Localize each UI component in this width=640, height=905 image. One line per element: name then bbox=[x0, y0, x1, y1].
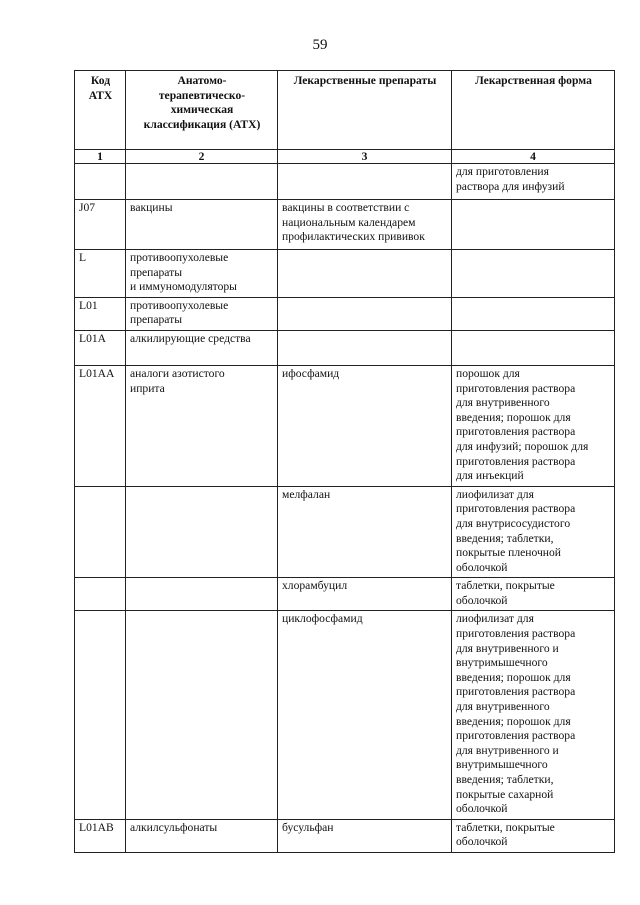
header-atc-code: Код АТХ bbox=[75, 71, 126, 150]
cell-medicine: хлорамбуцил bbox=[278, 578, 452, 611]
cell-medicine bbox=[278, 164, 452, 200]
cell-medicine: вакцины в соответствии с национальным календарем профилактических прививок bbox=[278, 200, 452, 250]
cell-atc-code bbox=[75, 611, 126, 819]
cell-dosage-form bbox=[452, 250, 615, 298]
cell-classification: алкилсульфонаты bbox=[126, 819, 278, 852]
cell-classification bbox=[126, 611, 278, 819]
cell-classification bbox=[126, 164, 278, 200]
cell-atc-code bbox=[75, 486, 126, 578]
cell-classification: вакцины bbox=[126, 200, 278, 250]
cell-dosage-form: таблетки, покрытые оболочкой bbox=[452, 578, 615, 611]
table-row bbox=[75, 611, 615, 819]
cell-dosage-form: порошок для приготовления раствора для внутривенного введения; порошок для приготовления раствора для инфузий; порошок для приготовления раствора для инъекций bbox=[452, 365, 615, 486]
cell-medicine: бусульфан bbox=[278, 819, 452, 852]
cell-atc-code: L01AB bbox=[75, 819, 126, 852]
header-medicines: Лекарственные препараты bbox=[278, 71, 452, 150]
column-number: 4 bbox=[452, 150, 615, 164]
column-number: 3 bbox=[278, 150, 452, 164]
cell-medicine: мелфалан bbox=[278, 486, 452, 578]
cell-atc-code: L bbox=[75, 250, 126, 298]
cell-atc-code bbox=[75, 578, 126, 611]
header-atc-classification: Анатомо- терапевтическо- химическая классификация (АТХ) bbox=[126, 71, 278, 150]
table-row bbox=[75, 297, 615, 330]
cell-medicine: ифосфамид bbox=[278, 365, 452, 486]
cell-classification bbox=[126, 486, 278, 578]
cell-dosage-form bbox=[452, 330, 615, 365]
cell-dosage-form bbox=[452, 297, 615, 330]
cell-medicine bbox=[278, 297, 452, 330]
atc-drug-table bbox=[74, 70, 615, 853]
table-row bbox=[75, 365, 615, 486]
cell-atc-code: L01 bbox=[75, 297, 126, 330]
cell-atc-code: L01AA bbox=[75, 365, 126, 486]
cell-classification: противоопухолевые препараты bbox=[126, 297, 278, 330]
table-row bbox=[75, 250, 615, 298]
cell-dosage-form: для приготовления раствора для инфузий bbox=[452, 164, 615, 200]
cell-dosage-form bbox=[452, 200, 615, 250]
cell-medicine bbox=[278, 330, 452, 365]
header-dosage-form: Лекарственная форма bbox=[452, 71, 615, 150]
cell-atc-code: J07 bbox=[75, 200, 126, 250]
table-row bbox=[75, 578, 615, 611]
page-number: 59 bbox=[312, 37, 328, 53]
cell-classification: алкилирующие средства bbox=[126, 330, 278, 365]
table-row bbox=[75, 164, 615, 200]
column-number: 2 bbox=[126, 150, 278, 164]
table-row bbox=[75, 486, 615, 578]
cell-medicine: циклофосфамид bbox=[278, 611, 452, 819]
cell-dosage-form: таблетки, покрытые оболочкой bbox=[452, 819, 615, 852]
cell-classification: аналоги азотистого иприта bbox=[126, 365, 278, 486]
column-number-row bbox=[75, 150, 615, 164]
table-header-row bbox=[75, 71, 615, 150]
cell-medicine bbox=[278, 250, 452, 298]
table-row bbox=[75, 330, 615, 365]
cell-atc-code bbox=[75, 164, 126, 200]
cell-atc-code: L01A bbox=[75, 330, 126, 365]
cell-classification: противоопухолевые препараты и иммуномодуляторы bbox=[126, 250, 278, 298]
table-row bbox=[75, 819, 615, 852]
cell-dosage-form: лиофилизат для приготовления раствора для внутрисосудистого введения; таблетки, покрытые пленочной оболочкой bbox=[452, 486, 615, 578]
cell-classification bbox=[126, 578, 278, 611]
column-number: 1 bbox=[75, 150, 126, 164]
cell-dosage-form: лиофилизат для приготовления раствора для внутривенного и внутримышечного введения; порошок для приготовления раствора для внутривенного введения; порошок для приготовления раствора для внутривенного и внутримышечного введения; таблетки, покрытые сахарной оболочкой bbox=[452, 611, 615, 819]
table-row bbox=[75, 200, 615, 250]
